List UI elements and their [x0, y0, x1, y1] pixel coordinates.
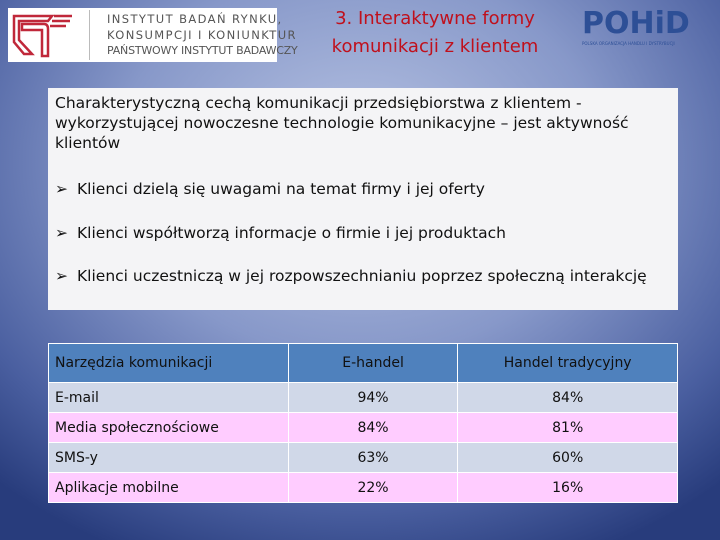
table-row	[49, 383, 678, 413]
bullet-item	[55, 179, 485, 199]
table-header-row	[49, 344, 678, 383]
institute-name-line: INSTYTUT BADAŃ RYNKU,	[107, 12, 283, 26]
logo-divider	[89, 10, 90, 60]
column-header: E-handel	[288, 344, 458, 383]
institute-logo	[8, 8, 298, 62]
bullet-text: Klienci współtworzą informacje o firmie i jej produktach	[77, 224, 506, 242]
table-cell: 94%	[288, 383, 458, 413]
pohid-logo-word: POHiD	[582, 6, 690, 41]
table-cell: 84%	[288, 413, 458, 443]
table-row	[49, 413, 678, 443]
column-header: Handel tradycyjny	[458, 344, 678, 383]
institute-name	[107, 11, 298, 59]
content-box	[48, 88, 678, 310]
institute-name-line: KONSUMPCJI I KONIUNKTUR	[107, 28, 297, 42]
slide-title-line: komunikacji z klientem	[331, 36, 539, 57]
slide-title-line: 3. Interaktywne formy	[335, 8, 535, 29]
institute-name-line: PAŃSTWOWY INSTYTUT BADAWCZY	[107, 44, 298, 57]
intro-text: Charakterystyczną cechą komunikacji przedsiębiorstwa z klientem - wykorzystującej nowoczesne technologie komunikacyjne – jest aktywność klientów	[55, 94, 629, 152]
bullet-text: Klienci dzielą się uwagami na temat firmy i jej oferty	[77, 180, 485, 198]
pohid-logo	[582, 8, 702, 58]
table-cell: Media społecznościowe	[49, 413, 289, 443]
table-cell: SMS-y	[49, 443, 289, 473]
table-cell: 84%	[458, 383, 678, 413]
arrow-bullet-icon: ➢	[55, 267, 68, 285]
table-cell: E-mail	[49, 383, 289, 413]
slide-title	[300, 5, 570, 61]
bullet-item	[55, 223, 506, 243]
table-cell: Aplikacje mobilne	[49, 473, 289, 503]
institute-emblem-icon	[12, 12, 74, 58]
communication-tools-table	[48, 343, 678, 503]
table-cell: 60%	[458, 443, 678, 473]
table-row	[49, 443, 678, 473]
bullet-item	[55, 266, 655, 286]
arrow-bullet-icon: ➢	[55, 224, 68, 242]
table-cell: 16%	[458, 473, 678, 503]
bullet-text: Klienci uczestniczą w jej rozpowszechnianiu poprzez społeczną interakcję	[77, 267, 647, 285]
pohid-logo-subtitle: POLSKA ORGANIZACJA HANDLU I DYSTRYBUCJI	[582, 41, 675, 46]
table-cell: 22%	[288, 473, 458, 503]
table-row	[49, 473, 678, 503]
table-cell: 63%	[288, 443, 458, 473]
table-cell: 81%	[458, 413, 678, 443]
column-header: Narzędzia komunikacji	[49, 344, 289, 383]
arrow-bullet-icon: ➢	[55, 180, 68, 198]
